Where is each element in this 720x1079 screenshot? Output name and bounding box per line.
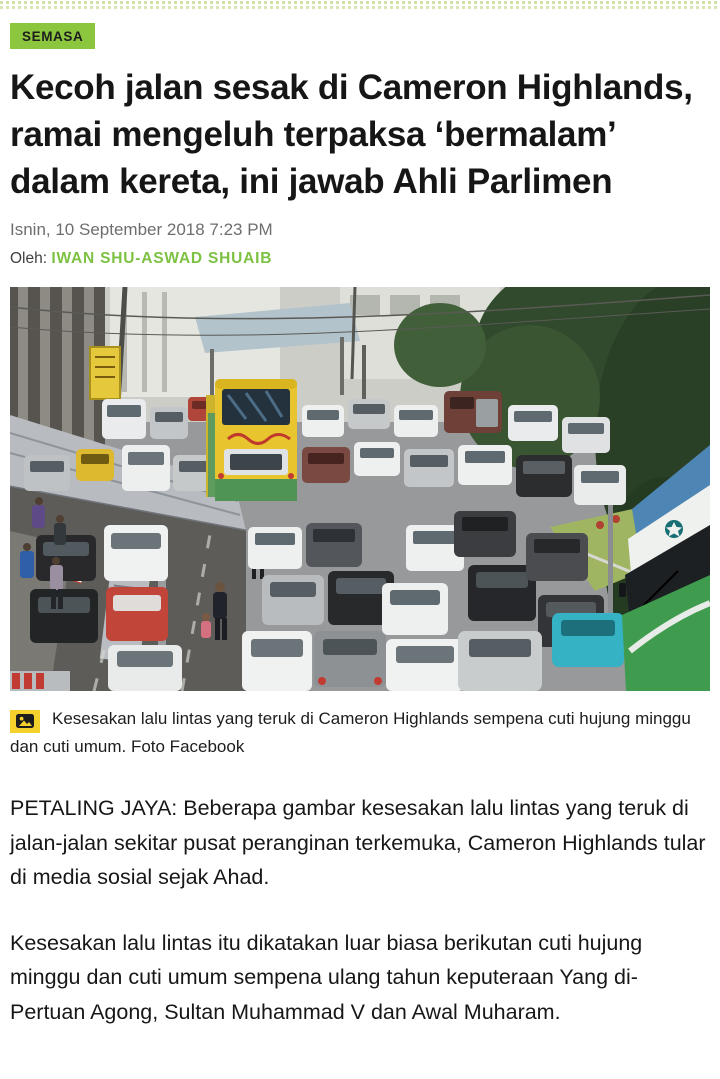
paragraph-1: PETALING JAYA: Beberapa gambar kesesakan lalu lintas yang teruk di jalan-jalan sekitar pusat peranginan terkemuka, Cameron Highlands tular di media sosial sejak Ahad.	[10, 796, 706, 889]
traffic-photo-illustration	[10, 287, 710, 691]
photo-icon	[10, 710, 40, 733]
byline-label: Oleh:	[10, 250, 48, 267]
author-link[interactable]: IWAN SHU-ASWAD SHUAIB	[51, 250, 273, 267]
article-photo	[10, 287, 710, 691]
article-headline: Kecoh jalan sesak di Cameron Highlands, ramai mengeluh terpaksa ‘bermalam’ dalam kereta, ini jawab Ahli Parlimen	[10, 68, 693, 201]
photo-caption-text: Kesesakan lalu lintas yang teruk di Cameron Highlands sempena cuti hujung minggu dan cuti umum. Foto Facebook	[10, 709, 691, 756]
article-body	[10, 791, 710, 1029]
dotted-row-2	[0, 6, 720, 9]
photo-caption	[10, 705, 710, 760]
category-badge[interactable]: SEMASA	[10, 23, 95, 49]
byline	[10, 247, 710, 270]
publish-date: Isnin, 10 September 2018 7:23 PM	[10, 220, 273, 239]
article-page	[0, 11, 720, 1029]
dotted-row-1	[0, 1, 720, 4]
top-dotted-border	[0, 0, 720, 9]
paragraph-2: Kesesakan lalu lintas itu dikatakan luar biasa berikutan cuti hujung minggu dan cuti umum sempena ulang tahun keputeraan Yang di-Pertuan Agong, Sultan Muhammad V dan Awal Muharam.	[10, 930, 643, 1024]
